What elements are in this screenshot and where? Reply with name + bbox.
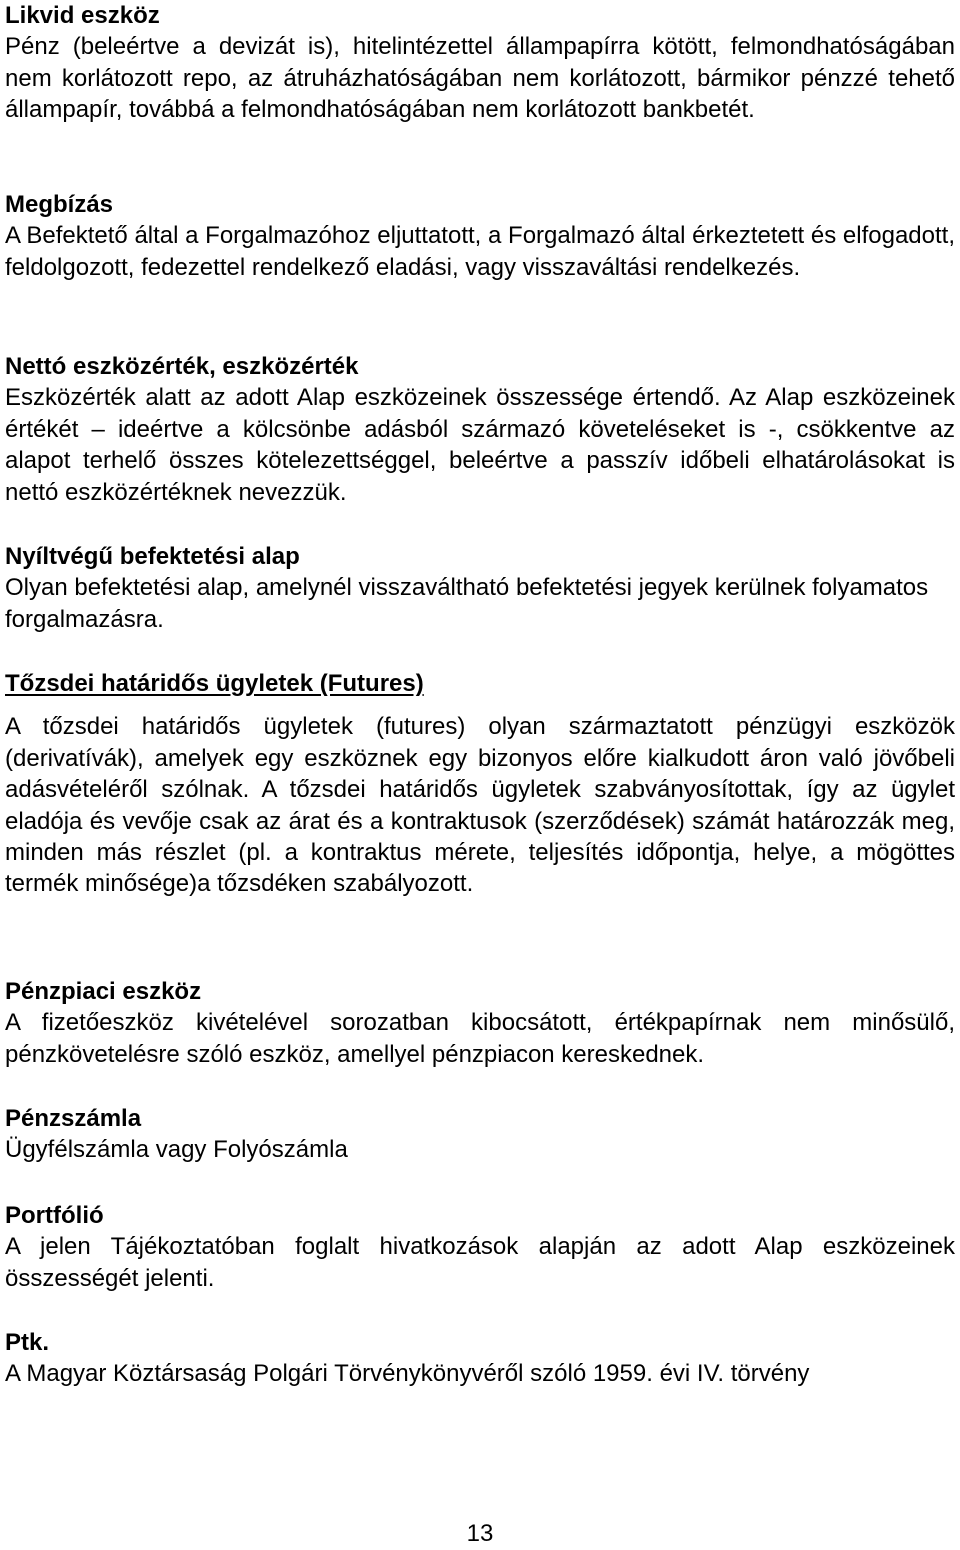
entry-term: Megbízás <box>5 191 114 218</box>
entry-term: Likvid eszköz <box>5 2 160 29</box>
entry-definition: A fizetőeszköz kivételével sorozatban kibocsátott, értékpapírnak nem minősülő, pénzkövetelésre szóló eszköz, amellyel pénzpiacon kereskednek. <box>5 1009 955 1068</box>
entry-term: Pénzszámla <box>5 1105 142 1132</box>
entry-definition: Olyan befektetési alap, amelynél visszaváltható befektetési jegyek kerülnek folyamatos forgalmazásra. <box>5 574 929 633</box>
page-number: 13 <box>466 1520 494 1547</box>
entry-definition: Pénz (beleértve a devizát is), hitelintézettel állampapírra kötött, felmondhatóságában nem korlátozott repo, az átruházhatóságában nem korlátozott, bármikor pénzzé tehető állampapír, továbbá a felmondhatóságában nem korlátozott bankbetét. <box>5 33 955 124</box>
entry-definition: Ügyfélszámla vagy Folyószámla <box>5 1136 348 1164</box>
entry-term: Tőzsdei határidős ügyletek (Futures) <box>5 670 424 697</box>
glossary-entry-likvid-eszkoz <box>5 0 955 126</box>
glossary-entry-ptk <box>5 1327 955 1390</box>
glossary-entry-tozsdei-hataridos <box>5 668 955 900</box>
glossary-entry-nyiltvegu-alap <box>5 541 955 635</box>
entry-definition: A Magyar Köztársaság Polgári Törvénykönyvéről szóló 1959. évi IV. törvény <box>5 1360 810 1388</box>
entry-definition: A tőzsdei határidős ügyletek (futures) olyan származtatott pénzügyi eszközök (derivatívák), amelyek egy eszköznek egy bizonyos előre kialkudott áron való jövőbeli adásvételéről szólnak. A tőzsdei határidős ügyletek szabványosítottak, így az ügylet eladója és vevője csak az árat és a kontraktusok (szerződések) számát határozzák meg, minden más részlet (pl. a kontraktus mérete, teljesítés időpontja, helye, a mögöttes termék minősége)a tőzsdéken szabályozott. <box>5 713 955 898</box>
entry-term: Pénzpiaci eszköz <box>5 978 202 1005</box>
glossary-entry-portfolio <box>5 1200 955 1294</box>
entry-term: Ptk. <box>5 1329 50 1356</box>
entry-term: Portfólió <box>5 1202 104 1229</box>
glossary-entry-megbizas <box>5 189 955 283</box>
entry-term: Nyíltvégű befektetési alap <box>5 543 300 570</box>
glossary-entry-penzpiaci-eszkoz <box>5 976 955 1070</box>
entry-definition: A jelen Tájékoztatóban foglalt hivatkozások alapján az adott Alap eszközeinek összességét jelenti. <box>5 1233 955 1292</box>
entry-term: Nettó eszközérték, eszközérték <box>5 353 359 380</box>
entry-definition: A Befektető által a Forgalmazóhoz eljuttatott, a Forgalmazó által érkeztetett és elfogadott, feldolgozott, fedezettel rendelkező eladási, vagy visszaváltási rendelkezés. <box>5 222 955 281</box>
entry-definition: Eszközérték alatt az adott Alap eszközeinek összessége értendő. Az Alap eszközeinek értékét – ideértve a kölcsönbe adásból származó követeléseket is -, csökkentve az alapot terhelő összes kötelezettséggel, beleértve a passzív időbeli elhatárolásokat is nettó eszközértéknek nevezzük. <box>5 384 955 506</box>
glossary-entry-penzszamla <box>5 1103 955 1166</box>
glossary-entry-netto-eszkozertek <box>5 351 955 508</box>
